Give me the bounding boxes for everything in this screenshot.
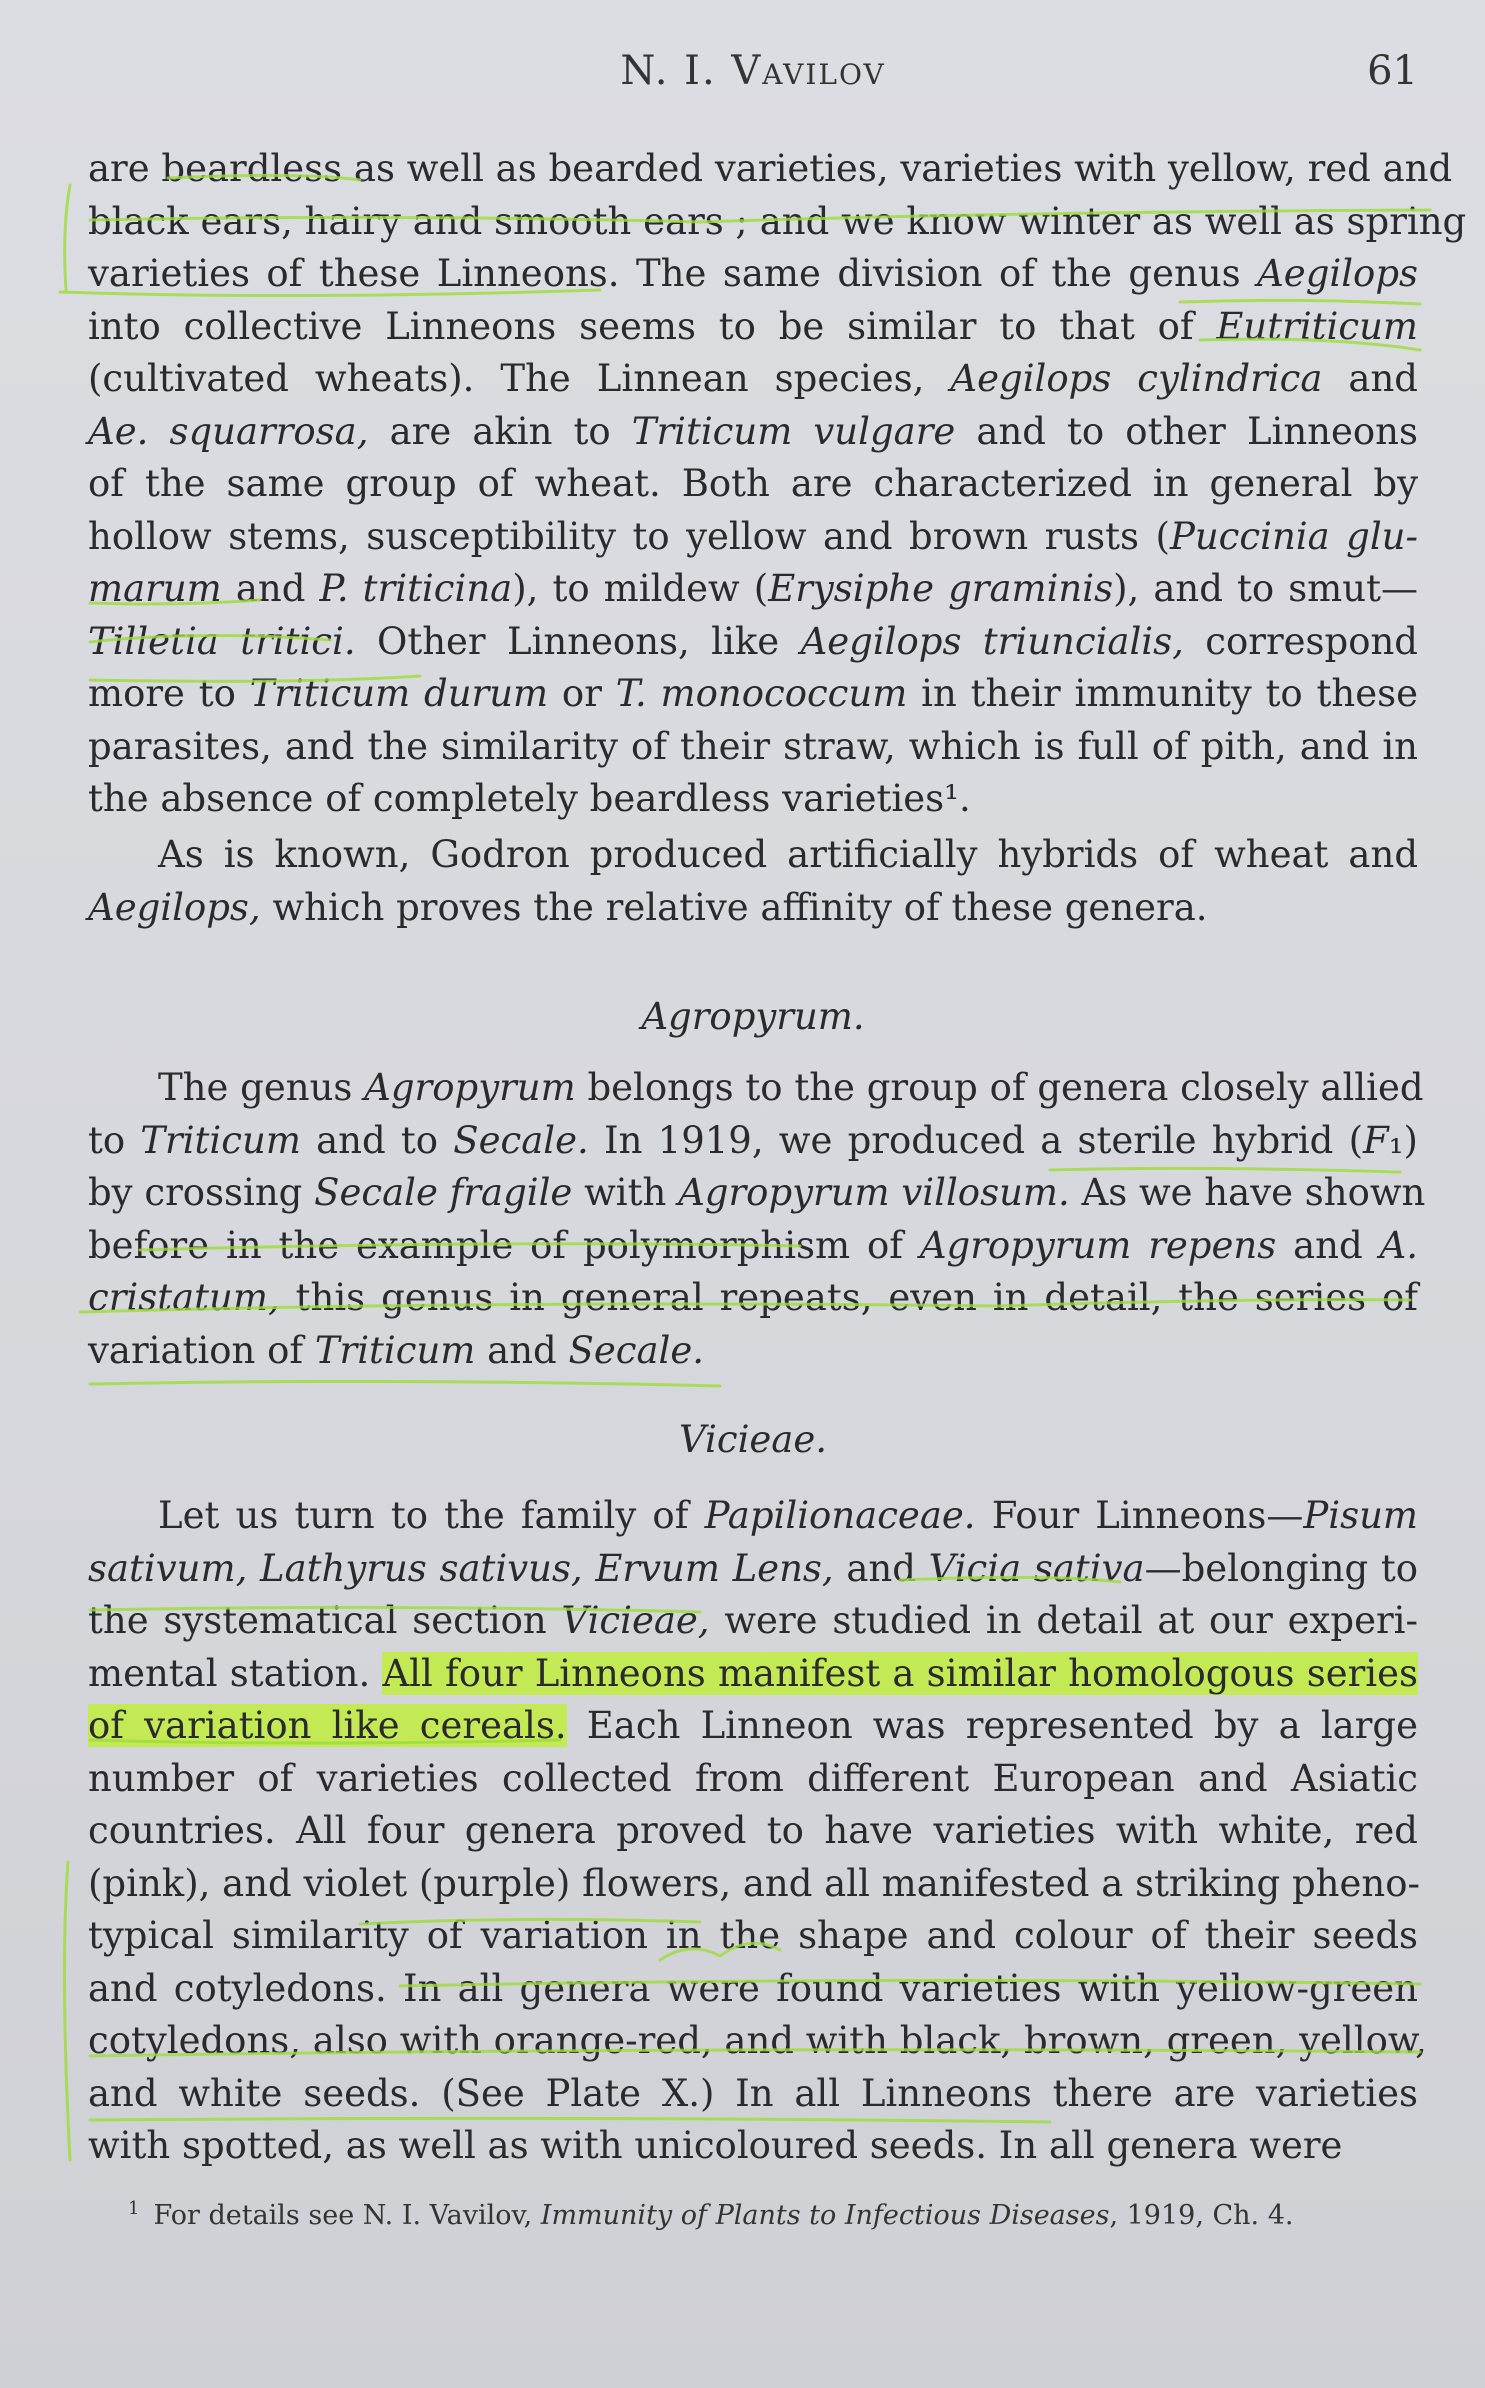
footnote-marker: 1 <box>128 2198 140 2219</box>
text-line: and cotyledons. In all genera were found varieties with yellow-green <box>88 1966 1418 2010</box>
margin-bracket-top <box>65 185 70 290</box>
section-title-agropyrum: Agropyrum. <box>641 995 865 1038</box>
paragraph-godron-hybrids <box>88 829 1418 934</box>
text-line: cotyledons, also with orange-red, and with black, brown, green, yellow, <box>88 2019 1427 2062</box>
text-line: black ears, hairy and smooth ears ; and we know winter as well as spring <box>88 199 1467 243</box>
text-line: more to Triticum durum or T. monococcum in their immunity to these <box>88 672 1418 715</box>
text-line: the absence of completely beardless varieties¹. <box>88 777 971 820</box>
text-line: Tilletia tritici. Other Linneons, like Aegilops triuncialis, correspond <box>88 619 1418 663</box>
footnote <box>128 2198 1418 2231</box>
paragraph-aegilops-continued <box>88 143 1467 826</box>
text-line: The genus Agropyrum belongs to the group of genera closely allied <box>158 1066 1424 1109</box>
text-line: of the same group of wheat. Both are characterized in general by <box>88 462 1418 505</box>
footnote-text: For details see N. I. Vavilov, Immunity of Plants to Infectious Diseases, 1919, Ch. 4. <box>153 2200 1294 2231</box>
text-line: with spotted, as well as with unicoloured seeds. In all genera were <box>88 2124 1343 2167</box>
text-line: marum and P. triticina), to mildew (Erysiphe graminis), and to smut— <box>88 567 1418 610</box>
paragraph-vicieae <box>88 1490 1427 2173</box>
paragraph-agropyrum <box>88 1062 1426 1377</box>
text-line: sativum, Lathyrus sativus, Ervum Lens, and Vicia sativa—belonging to <box>88 1546 1418 1590</box>
text-line: to Triticum and to Secale. In 1919, we produced a sterile hybrid (F₁) <box>88 1118 1418 1162</box>
text-line: are beardless as well as bearded varieties, varieties with yellow, red and <box>88 147 1453 190</box>
text-line: Aegilops, which proves the relative affinity of these genera. <box>88 885 1208 929</box>
text-line: cristatum, this genus in general repeats, even in detail, the series of <box>88 1276 1418 1319</box>
text-line: variation of Triticum and Secale. <box>88 1328 705 1372</box>
text-line: of variation like cereals. Each Linneon was represented by a large <box>88 1704 1418 1747</box>
text-line: the systematical section Vicieae, were studied in detail at our experi- <box>88 1599 1418 1642</box>
text-line: by crossing Secale fragile with Agropyrum villosum. As we have shown <box>88 1171 1426 1214</box>
text-line: parasites, and the similarity of their straw, which is full of pith, and in <box>88 724 1418 768</box>
text-line: before in the example of polymorphism of Agropyrum repens and A. <box>88 1223 1418 1267</box>
section-title-vicieae: Vicieae. <box>678 1418 828 1461</box>
text-line: countries. All four genera proved to have varieties with white, red <box>88 1809 1418 1852</box>
text-line: mental station. All four Linneons manifest a similar homologous series <box>88 1651 1418 1695</box>
text-line: typical similarity of variation in the shape and colour of their seeds <box>88 1914 1418 1957</box>
margin-bracket-bottom <box>64 1862 70 2160</box>
text-line: As is known, Godron produced artificially hybrids of wheat and <box>158 833 1418 876</box>
text-line: (pink), and violet (purple) flowers, and all manifested a striking pheno- <box>88 1861 1420 1905</box>
text-line: Let us turn to the family of Papilionaceae. Four Linneons—Pisum <box>158 1494 1418 1537</box>
text-line: varieties of these Linneons. The same division of the genus Aegilops <box>88 252 1418 295</box>
text-line: number of varieties collected from different European and Asiatic <box>88 1756 1418 1800</box>
text-line: and white seeds. (See Plate X.) In all Linneons there are varieties <box>88 2071 1418 2115</box>
text-line: Ae. squarrosa, are akin to Triticum vulgare and to other Linneons <box>88 409 1418 453</box>
page-number: 61 <box>1367 48 1418 94</box>
text-line: (cultivated wheats). The Linnean species, Aegilops cylindrica and <box>88 357 1418 400</box>
text-line: into collective Linneons seems to be similar to that of Eutriticum <box>88 304 1418 348</box>
running-head: N. I. Vavilov <box>620 48 886 94</box>
page-header <box>88 48 1418 104</box>
text-line: hollow stems, susceptibility to yellow and brown rusts (Puccinia glu- <box>88 514 1418 558</box>
